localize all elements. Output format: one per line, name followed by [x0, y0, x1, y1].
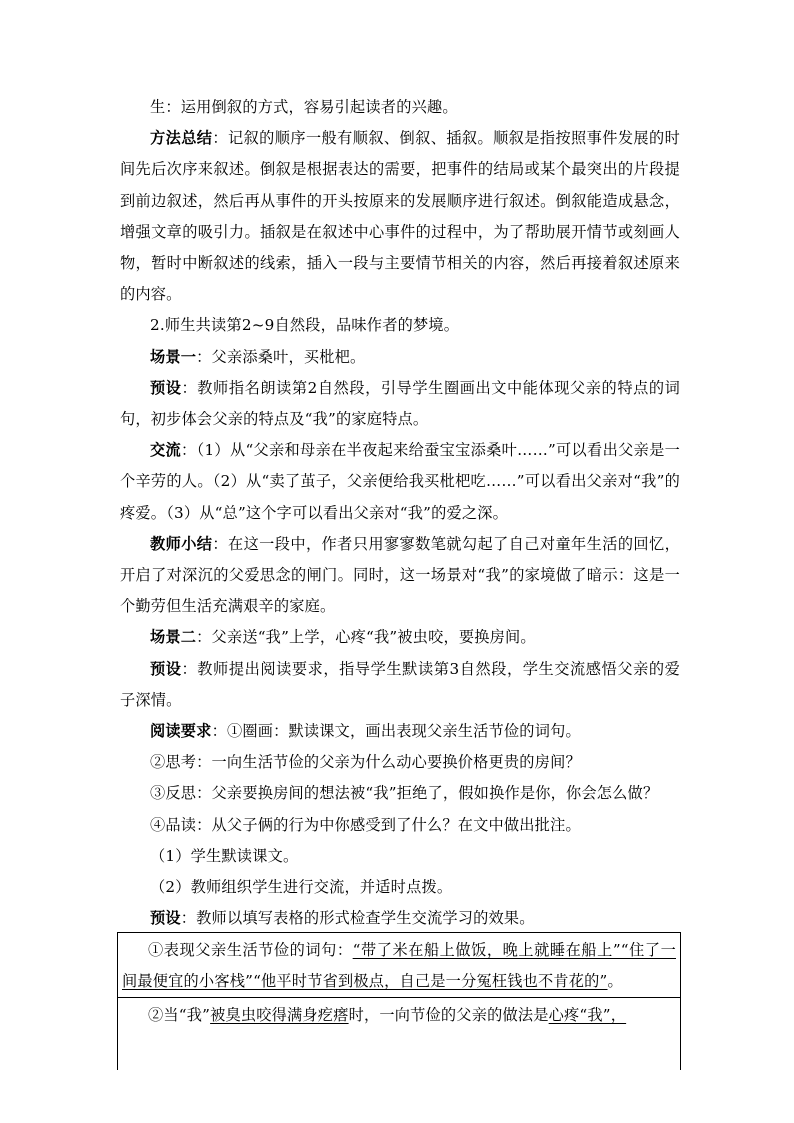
paragraph: 交流：（1）从“父亲和母亲在半夜起来给蚕宝宝添桑叶……”可以看出父亲是一个辛劳的人。（2）从“卖了茧子，父亲便给我买枇杷吃……”可以看出父亲对“我”的疼爱。（3）从“总”这个字可以看出父亲对“我”的爱之深。 [120, 441, 680, 522]
document-body [120, 92, 680, 934]
paragraph: 生：运用倒叙的方式，容易引起读者的兴趣。 [150, 98, 458, 116]
paragraph: 2.师生共读第2~9自然段，品味作者的梦境。 [150, 316, 460, 335]
paragraph-label: 预设 [150, 659, 182, 678]
paragraph-label: 方法总结 [150, 129, 213, 148]
underlined-answer: 心疼“我”， [548, 1006, 627, 1025]
paragraph: ③反思：父亲要换房间的想法被“我”拒绝了，假如换作是你，你会怎么做？ [150, 784, 659, 803]
paragraph-label: 场景二 [150, 628, 197, 647]
paragraph-label: 教师小结 [150, 534, 213, 553]
paragraph-label: 交流 [150, 441, 182, 460]
paragraph: 方法总结：记叙的顺序一般有顺叙、倒叙、插叙。顺叙是指按照事件发展的时间先后次序来叙述。倒叙是根据表达的需要，把事件的结局或某个最突出的片段提到前边叙述，然后再从事件的开头按原来的发展顺序进行叙述。倒叙能造成悬念，增强文章的吸引力。插叙是在叙述中心事件的过程中，为了帮助展开情节或刻画人物，暂时中断叙述的线索，插入一段与主要情节相关的内容，然后再接着叙述原来的内容。 [120, 129, 681, 304]
table-row: ②当“我”被臭虫咬得满身疙瘩时，一向节俭的父亲的做法是心疼“我”， [118, 997, 680, 1070]
paragraph-label: 场景一 [150, 347, 197, 366]
table-row: ①表现父亲生活节俭的词句：“带了米在船上做饭，晚上就睡在船上”“住了一间最便宜的小客栈”“他平时节省到极点，自己是一分冤枉钱也不肯花的”。 [122, 941, 676, 991]
paragraph: 预设：教师以填写表格的形式检查学生交流学习的效果。 [150, 909, 535, 928]
paragraph: （1）学生默读课文。 [150, 846, 299, 865]
answer-table [117, 932, 681, 1070]
paragraph: ④品读：从父子俩的行为中你感受到了什么？在文中做出批注。 [150, 815, 581, 834]
paragraph-label: 预设 [150, 378, 182, 397]
paragraph: 教师小结：在这一段中，作者只用寥寥数笔就勾起了自己对童年生活的回忆，开启了对深沉的父爱思念的闸门。同时，这一场景对“我”的家境做了暗示：这是一个勤劳但生活充满艰辛的家庭。 [120, 534, 681, 616]
paragraph: 预设：教师提出阅读要求，指导学生默读第3自然段，学生交流感悟父亲的爱子深情。 [120, 659, 680, 709]
underlined-answer: “带了米在船上做饭，晚上就睡在船上”“住了一间最便宜的小客栈”“他平时节省到极点，自己是一分冤枉钱也不肯花的” [122, 941, 676, 991]
paragraph: 预设：教师指名朗读第2自然段，引导学生圈画出文中能体现父亲的特点的词句，初步体会父亲的特点及“我”的家庭特点。 [120, 378, 680, 429]
paragraph-label: 阅读要求 [150, 722, 212, 741]
paragraph: 阅读要求：①圈画：默读课文，画出表现父亲生活节俭的词句。 [150, 722, 581, 741]
paragraph: （2）教师组织学生进行交流，并适时点拨。 [150, 878, 453, 897]
paragraph: 场景二：父亲送“我”上学，心疼“我”被虫咬，要换房间。 [150, 628, 536, 647]
paragraph: 场景一：父亲添桑叶，买枇杷。 [150, 347, 366, 366]
paragraph-label: 预设 [150, 909, 181, 928]
underlined-answer: 被臭虫咬得满身疙瘩 [210, 1006, 349, 1025]
paragraph: ②思考：一向生活节俭的父亲为什么动心要换价格更贵的房间？ [150, 753, 581, 772]
